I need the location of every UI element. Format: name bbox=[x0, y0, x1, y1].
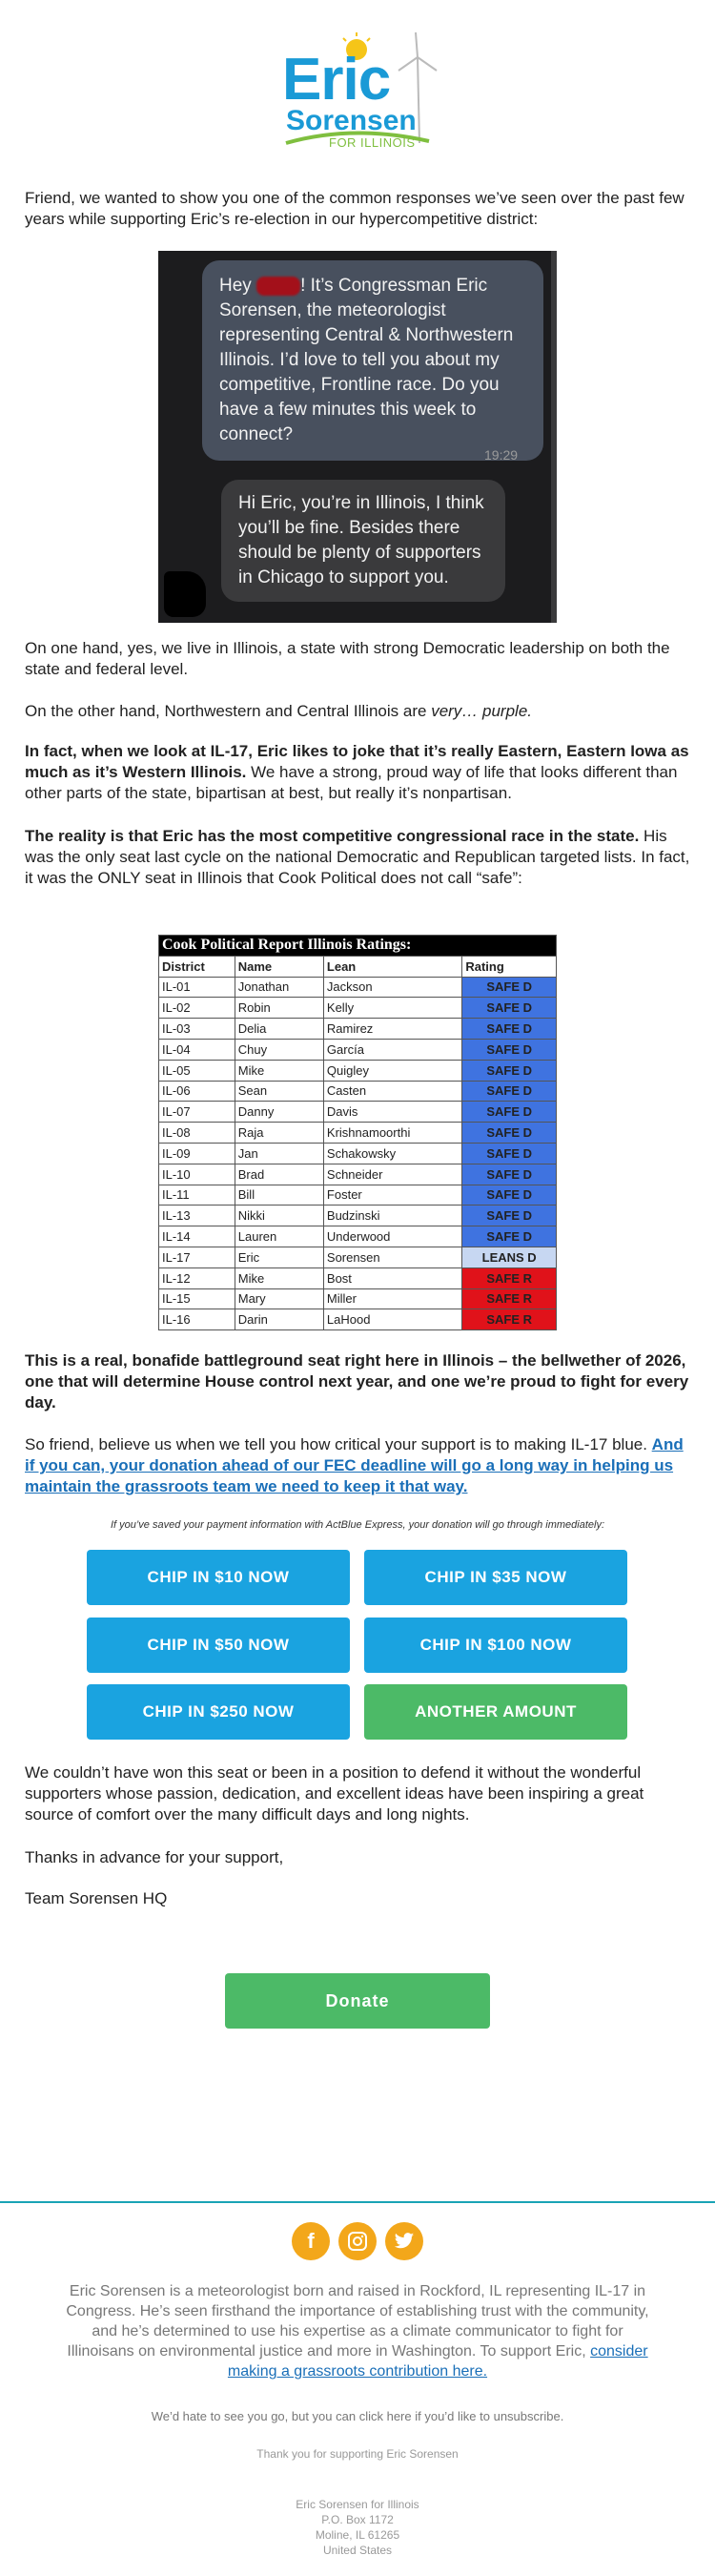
cell-lean: Jackson bbox=[323, 977, 461, 998]
logo-for-illinois-text: FOR ILLINOIS bbox=[329, 135, 416, 150]
cell-rating: SAFE D bbox=[462, 977, 557, 998]
cell-lean: Schakowsky bbox=[323, 1143, 461, 1164]
cell-rating: SAFE D bbox=[462, 1060, 557, 1081]
signoff: Team Sorensen HQ bbox=[25, 1889, 168, 1907]
cell-district: IL-01 bbox=[159, 977, 235, 998]
chip-in-35-button[interactable]: CHIP IN $35 NOW bbox=[364, 1550, 627, 1605]
cell-name: Jan bbox=[235, 1143, 323, 1164]
sms-screenshot bbox=[158, 251, 557, 623]
paragraph-thanks-advance: Thanks in advance for your support, bbox=[25, 1848, 284, 1866]
cell-rating: SAFE D bbox=[462, 1185, 557, 1206]
chip-in-10-button[interactable]: CHIP IN $10 NOW bbox=[87, 1550, 350, 1605]
footer-divider bbox=[0, 2201, 715, 2203]
cell-lean: Quigley bbox=[323, 1060, 461, 1081]
cell-district: IL-03 bbox=[159, 1019, 235, 1040]
chip-in-50-button[interactable]: CHIP IN $50 NOW bbox=[87, 1618, 350, 1673]
cell-rating: SAFE R bbox=[462, 1267, 557, 1288]
table-row bbox=[159, 1039, 557, 1060]
cell-rating: SAFE D bbox=[462, 1143, 557, 1164]
cell-district: IL-08 bbox=[159, 1123, 235, 1144]
cell-lean: Underwood bbox=[323, 1226, 461, 1247]
cell-district: IL-09 bbox=[159, 1143, 235, 1164]
logo-sorensen-text: Sorensen bbox=[286, 105, 417, 136]
cell-rating: SAFE D bbox=[462, 1019, 557, 1040]
cell-rating: SAFE D bbox=[462, 1226, 557, 1247]
cell-rating: SAFE D bbox=[462, 998, 557, 1019]
cell-lean: Budzinski bbox=[323, 1206, 461, 1226]
cell-rating: SAFE D bbox=[462, 1123, 557, 1144]
unsubscribe-text[interactable]: We’d hate to see you go, but you can click here if you’d like to unsubscribe. bbox=[151, 2409, 564, 2423]
table-row bbox=[159, 1164, 557, 1185]
cell-district: IL-17 bbox=[159, 1247, 235, 1267]
mailing-address: Eric Sorensen for Illinois P.O. Box 1172 Moline, IL 61265 United States bbox=[296, 2498, 419, 2557]
cell-name: Jonathan bbox=[235, 977, 323, 998]
chip-in-100-button[interactable]: CHIP IN $100 NOW bbox=[364, 1618, 627, 1673]
cell-name: Nikki bbox=[235, 1206, 323, 1226]
table-row bbox=[159, 1185, 557, 1206]
cell-name: Delia bbox=[235, 1019, 323, 1040]
cell-lean: Kelly bbox=[323, 998, 461, 1019]
cell-name: Robin bbox=[235, 998, 323, 1019]
cell-lean: LaHood bbox=[323, 1309, 461, 1330]
thank-you-note: Thank you for supporting Eric Sorensen bbox=[256, 2447, 459, 2461]
cell-district: IL-15 bbox=[159, 1288, 235, 1309]
cell-lean: García bbox=[323, 1039, 461, 1060]
cell-name: Raja bbox=[235, 1123, 323, 1144]
paragraph-reality: The reality is that Eric has the most competitive congressional race in the state. His was the only seat last cycle on the national Democratic and Republican targeted lists. In fact, it was the ONLY seat in Illinois that Cook Political does not call “safe”: bbox=[25, 827, 690, 887]
cell-name: Lauren bbox=[235, 1226, 323, 1247]
cell-name: Bill bbox=[235, 1185, 323, 1206]
grassroots-contribution-link[interactable]: consider making a grassroots contribution here. bbox=[227, 2343, 648, 2380]
footer-bio: Eric Sorensen is a meteorologist born and raised in Rockford, IL representing IL-17 in Congress. He’s seen firsthand the importance of establishing trust with the community, and he’s determined to use his expertise as a climate communicator to fight for Illinoisans on environmental justice and more in Washington. To support Eric, consider making a grassroots contribution here. bbox=[66, 2283, 649, 2380]
cell-name: Sean bbox=[235, 1081, 323, 1102]
cell-district: IL-12 bbox=[159, 1267, 235, 1288]
cell-lean: Schneider bbox=[323, 1164, 461, 1185]
donate-button[interactable]: Donate bbox=[225, 1973, 490, 2029]
cell-district: IL-13 bbox=[159, 1206, 235, 1226]
cell-rating: LEANS D bbox=[462, 1247, 557, 1267]
table-title: Cook Political Report Illinois Ratings: bbox=[159, 936, 557, 957]
facebook-icon[interactable]: f bbox=[292, 2222, 330, 2260]
cell-district: IL-02 bbox=[159, 998, 235, 1019]
paragraph-battleground: This is a real, bonafide battleground seat right here in Illinois – the bellwether of 2026, one that will determine House control next year, and one we’re proud to fight for every day. bbox=[25, 1351, 689, 1412]
header-name: Name bbox=[235, 956, 323, 977]
table-row bbox=[159, 1288, 557, 1309]
table-row bbox=[159, 1309, 557, 1330]
fec-deadline-link[interactable]: And if you can, your donation ahead of our FEC deadline will go a long way in helping us maintain the grassroots team we need to keep it that way. bbox=[25, 1435, 684, 1495]
cell-district: IL-06 bbox=[159, 1081, 235, 1102]
scrollbar bbox=[551, 251, 557, 623]
table-row bbox=[159, 1060, 557, 1081]
cell-name: Mike bbox=[235, 1267, 323, 1288]
cell-lean: Casten bbox=[323, 1081, 461, 1102]
table-row bbox=[159, 977, 557, 998]
cell-lean: Miller bbox=[323, 1288, 461, 1309]
cell-lean: Ramirez bbox=[323, 1019, 461, 1040]
header-district: District bbox=[159, 956, 235, 977]
cell-lean: Foster bbox=[323, 1185, 461, 1206]
cell-name: Brad bbox=[235, 1164, 323, 1185]
cell-lean: Krishnamoorthi bbox=[323, 1123, 461, 1144]
table-row bbox=[159, 1102, 557, 1123]
cell-district: IL-14 bbox=[159, 1226, 235, 1247]
actblue-express-note: If you’ve saved your payment information with ActBlue Express, your donation will go through immediately: bbox=[110, 1519, 605, 1531]
cook-ratings-table bbox=[158, 935, 557, 1330]
paragraph-il17: In fact, when we look at IL-17, Eric likes to joke that it’s really Eastern, Eastern Iowa as much as it’s Western Illinois. We have a strong, proud way of life that looks different than other parts of the state, bipartisan at best, but really it’s nonpartisan. bbox=[25, 742, 689, 802]
logo-eric-text: Eric bbox=[282, 47, 391, 113]
redacted-avatar bbox=[164, 571, 206, 617]
header-rating: Rating bbox=[462, 956, 557, 977]
message-timestamp: 19:29 bbox=[484, 447, 519, 463]
cell-rating: SAFE D bbox=[462, 1164, 557, 1185]
cell-district: IL-11 bbox=[159, 1185, 235, 1206]
cell-district: IL-07 bbox=[159, 1102, 235, 1123]
cell-rating: SAFE D bbox=[462, 1081, 557, 1102]
paragraph-other-hand: On the other hand, Northwestern and Central Illinois are very… purple. bbox=[25, 702, 533, 720]
redacted-name bbox=[256, 277, 300, 296]
cell-name: Mike bbox=[235, 1060, 323, 1081]
table-row bbox=[159, 1206, 557, 1226]
header-logo bbox=[0, 29, 715, 153]
table-row bbox=[159, 1226, 557, 1247]
header-lean: Lean bbox=[323, 956, 461, 977]
cell-rating: SAFE R bbox=[462, 1288, 557, 1309]
paragraph-thanks-supporters: We couldn’t have won this seat or been in a position to defend it without the wonderful supporters whose passion, dedication, and excellent ideas have been inspiring a great source of comfort over the many difficult days and long nights. bbox=[25, 1763, 644, 1824]
intro-paragraph: Friend, we wanted to show you one of the common responses we’ve seen over the past few years while supporting Eric’s re-election in our hypercompetitive district: bbox=[25, 189, 684, 228]
cell-lean: Bost bbox=[323, 1267, 461, 1288]
twitter-icon[interactable] bbox=[385, 2222, 423, 2260]
outgoing-message: Hey ! It’s Congressman Eric Sorensen, the meteorologist representing Central & Northwestern Illinois. I’d love to tell you about my competitive, Frontline race. Do you have a few minutes this week to connect? bbox=[202, 260, 543, 461]
cell-rating: SAFE D bbox=[462, 1102, 557, 1123]
cell-rating: SAFE R bbox=[462, 1309, 557, 1330]
cell-district: IL-16 bbox=[159, 1309, 235, 1330]
table-row bbox=[159, 998, 557, 1019]
cell-rating: SAFE D bbox=[462, 1206, 557, 1226]
table-row bbox=[159, 1143, 557, 1164]
cell-lean: Sorensen bbox=[323, 1247, 461, 1267]
chip-in-250-button[interactable]: CHIP IN $250 NOW bbox=[87, 1684, 350, 1740]
table-row bbox=[159, 1081, 557, 1102]
paragraph-one-hand: On one hand, yes, we live in Illinois, a state with strong Democratic leadership on both the state and federal level. bbox=[25, 639, 670, 678]
cell-lean: Davis bbox=[323, 1102, 461, 1123]
instagram-icon[interactable] bbox=[338, 2222, 377, 2260]
cell-district: IL-05 bbox=[159, 1060, 235, 1081]
paragraph-support: So friend, believe us when we tell you how critical your support is to making IL-17 blue. And if you can, your donation ahead of our FEC deadline will go a long way in helping us maintain the grassroots team we need to keep it that way. bbox=[25, 1435, 684, 1495]
cell-name: Chuy bbox=[235, 1039, 323, 1060]
cell-district: IL-10 bbox=[159, 1164, 235, 1185]
cell-name: Eric bbox=[235, 1247, 323, 1267]
cell-district: IL-04 bbox=[159, 1039, 235, 1060]
table-row bbox=[159, 1123, 557, 1144]
table-row bbox=[159, 1247, 557, 1267]
table-row bbox=[159, 1019, 557, 1040]
table-row bbox=[159, 1267, 557, 1288]
incoming-message: Hi Eric, you’re in Illinois, I think you’ll be fine. Besides there should be plenty of supporters in Chicago to support you. bbox=[221, 480, 505, 602]
cell-name: Danny bbox=[235, 1102, 323, 1123]
cell-name: Mary bbox=[235, 1288, 323, 1309]
cell-name: Darin bbox=[235, 1309, 323, 1330]
cell-rating: SAFE D bbox=[462, 1039, 557, 1060]
another-amount-button[interactable]: ANOTHER AMOUNT bbox=[364, 1684, 627, 1740]
